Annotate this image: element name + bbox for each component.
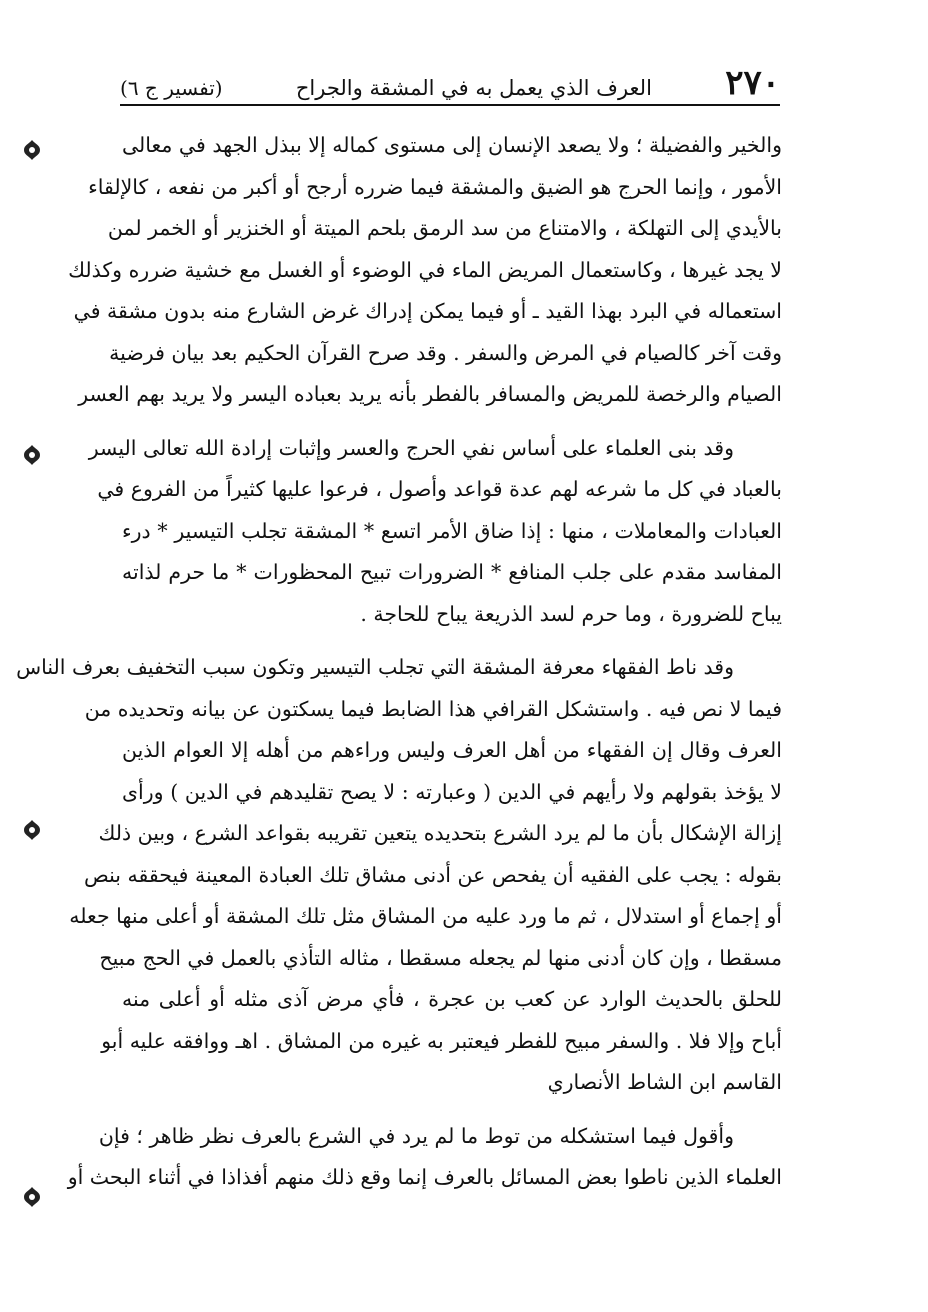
- text-line: استعماله في البرد بهذا القيد ـ أو فيما يمكن إدراك غرض الشارع منه بدون مشقة في: [73, 299, 782, 323]
- text-line: وأقول فيما استشكله من توط ما لم يرد في الشرع بالعرف نظر ظاهر ؛ فإن: [98, 1123, 734, 1148]
- fleuron-icon: [20, 138, 44, 162]
- paragraph: [88, 428, 782, 636]
- header-reference: (تفسير ج ٦): [120, 76, 223, 100]
- text-line: العلماء الذين ناطوا بعض المسائل بالعرف إنما وقع ذلك منهم أفذاذا في أثناء البحث أو: [67, 1165, 782, 1189]
- text-line: يباح للضرورة ، وما حرم لسد الذريعة يباح للحاجة .: [360, 601, 782, 626]
- paragraph: [68, 125, 782, 416]
- fleuron-icon: [20, 443, 44, 467]
- fleuron-icon: [20, 818, 44, 842]
- paragraph: [67, 1116, 782, 1199]
- paragraph: [16, 647, 782, 1104]
- text-line: فيما لا نص فيه . واستشكل القرافي هذا الضابط فيما يسكتون عن بيانه وتحديده من: [84, 696, 782, 721]
- text-line: أباح وإلا فلا . والسفر مبيح للفطر فيعتبر به غيره من المشاق . اهـ ووافقه عليه أبو: [101, 1028, 782, 1053]
- paragraph-gap: [122, 416, 782, 428]
- text-line: القاسم ابن الشاط الأنصاري: [547, 1070, 782, 1094]
- text-line: وقد بنى العلماء على أساس نفي الحرج والعسر وإثبات إرادة الله تعالى اليسر: [88, 435, 734, 460]
- page-header: [120, 58, 780, 106]
- text-line: الصيام والرخصة للمريض والمسافر بالفطر بأنه يريد بعباده اليسر ولا يريد بهم العسر: [78, 382, 782, 406]
- text-line: والخير والفضيلة ؛ ولا يصعد الإنسان إلى مستوى كماله إلا ببذل الجهد في معالى: [121, 133, 782, 157]
- paragraph-gap: [122, 635, 782, 647]
- text-line: وقت آخر كالصيام في المرض والسفر . وقد صرح القرآن الحكيم بعد بيان فرضية: [109, 340, 782, 365]
- page-body: [16, 125, 782, 1199]
- text-line: بالعباد في كل ما شرعه لهم عدة قواعد وأصول ، فرعوا عليها كثيراً من الفروع في: [97, 477, 782, 501]
- text-line: بالأيدي إلى التهلكة ، والامتناع من سد الرمق بلحم الميتة أو الخنزير أو الخمر لمن: [107, 216, 782, 240]
- text-line: المفاسد مقدم على جلب المنافع * الضرورات تبيح المحظورات * ما حرم لذاته: [122, 560, 782, 584]
- text-line: لا يجد غيرها ، وكاستعمال المريض الماء في الوضوء أو الغسل مع خشية ضرره وكذلك: [68, 257, 782, 282]
- text-line: العرف وقال إن الفقهاء من أهل العرف وليس وراءهم من أهله إلا العوام الذين: [122, 738, 782, 762]
- text-line: الأمور ، وإنما الحرج هو الضيق والمشقة فيما ضرره أرجح أو أكبر من نفعه ، كالإلقاء: [88, 174, 782, 199]
- page-number: ٢٧٠: [725, 63, 780, 103]
- text-line: العبادات والمعاملات ، منها : إذا ضاق الأمر اتسع * المشقة تجلب التيسير * درء: [122, 518, 782, 543]
- text-line: وقد ناط الفقهاء معرفة المشقة التي تجلب التيسير وتكون سبب التخفيف بعرف الناس: [16, 655, 734, 679]
- text-line: مسقطا ، وإن كان أدنى منها لم يجعله مسقطا ، مثاله التأذي بالعمل في الحج مبيح: [99, 945, 782, 970]
- text-line: إزالة الإشكال بأن ما لم يرد الشرع بتحديده يتعين تقريبه بقواعد الشرع ، وبين ذلك: [98, 821, 782, 845]
- fleuron-icon: [20, 1185, 44, 1209]
- text-line: لا يؤخذ بقولهم ولا رأيهم في الدين ( وعبارته : لا يصح تقليدهم في الدين ) ورأى: [122, 779, 782, 804]
- text-line: بقوله : يجب على الفقيه أن يفحص عن أدنى مشاق تلك العبادة المعينة فيحققه بنص: [83, 862, 782, 887]
- text-line: أو إجماع أو استدلال ، ثم ما ورد عليه من المشاق مثل تلك المشقة أو أعلى منها جعله: [69, 904, 782, 928]
- paragraph-gap: [122, 1104, 782, 1116]
- text-line: للحلق بالحديث الوارد عن كعب بن عجرة ، فأي مرض آذى مثله أو أعلى منه: [122, 987, 782, 1011]
- running-title: العرف الذي يعمل به في المشقة والجراح: [295, 76, 652, 100]
